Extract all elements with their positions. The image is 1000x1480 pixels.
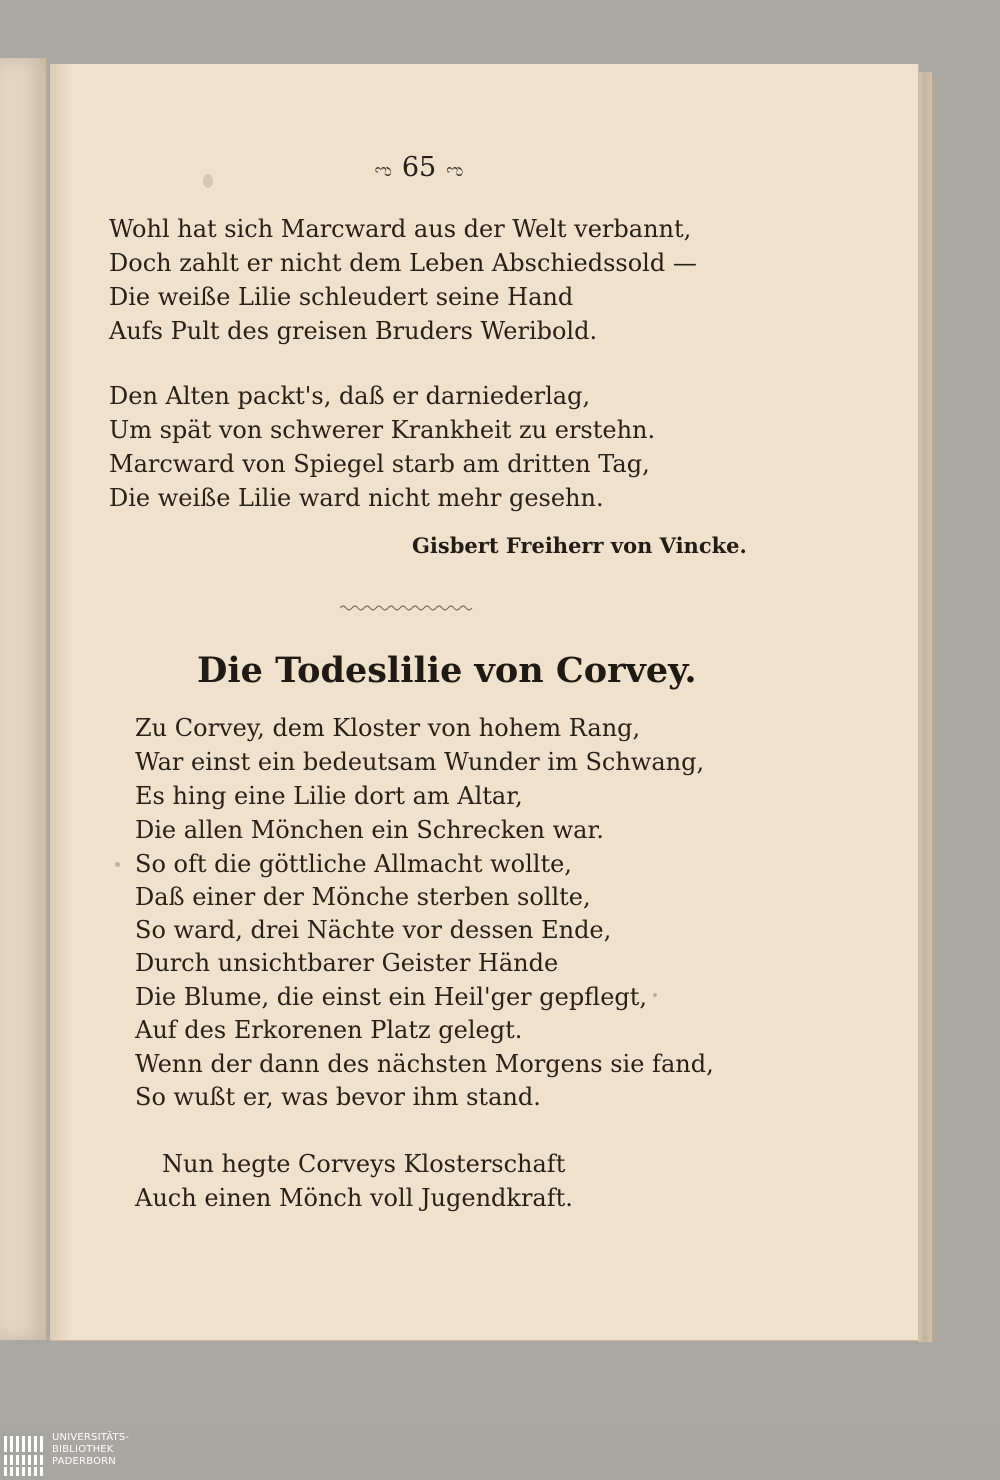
library-logo-icon <box>4 1436 50 1476</box>
poem2-title: Die Todeslilie von Corvey. <box>197 650 697 691</box>
logo-line: BIBLIOTHEK <box>52 1444 114 1455</box>
poem-line: So oft die göttliche Allmacht wollte, <box>135 850 572 878</box>
right-ornament-icon: ಌ <box>446 160 464 181</box>
poem-line: Nun hegte Corveys Klosterschaft <box>162 1150 566 1178</box>
poem-line: War einst ein bedeutsam Wunder im Schwang, <box>135 748 705 776</box>
poem-line: Marcward von Spiegel starb am dritten Tag, <box>109 450 650 478</box>
logo-line: UNIVERSITÄTS- <box>52 1432 130 1443</box>
paper-spot <box>203 174 213 188</box>
poem-line: Zu Corvey, dem Kloster von hohem Rang, <box>135 714 641 742</box>
paper-spot <box>115 862 120 867</box>
left-ornament-icon: ಌ <box>374 160 392 181</box>
poem-line: Doch zahlt er nicht dem Leben Abschiedssold — <box>109 249 697 277</box>
poem-line: So wußt er, was bevor ihm stand. <box>135 1083 541 1111</box>
page-number-header <box>354 152 484 183</box>
logo-line: PADERBORN <box>52 1456 116 1467</box>
library-footer <box>0 1430 1000 1480</box>
poem-line: Durch unsichtbarer Geister Hände <box>135 949 559 977</box>
poem-line: Die Blume, die einst ein Heil'ger gepflegt, <box>135 983 648 1011</box>
poem-line: Aufs Pult des greisen Bruders Weribold. <box>109 317 598 345</box>
section-divider <box>340 602 474 612</box>
poem-line: Wenn der dann des nächsten Morgens sie fand, <box>135 1050 714 1078</box>
poem-line: Es hing eine Lilie dort am Altar, <box>135 782 523 810</box>
page-number: 65 <box>401 152 437 183</box>
page-block-shadow <box>932 78 936 1342</box>
poem-line: Daß einer der Mönche sterben sollte, <box>135 883 591 911</box>
poem1-author: Gisbert Freiherr von Vincke. <box>412 533 747 558</box>
poem-line: Die weiße Lilie ward nicht mehr gesehn. <box>109 484 604 512</box>
poem-line: Den Alten packt's, daß er darniederlag, <box>109 382 591 410</box>
poem-line: Wohl hat sich Marcward aus der Welt verbannt, <box>109 215 692 243</box>
poem-line: Auf des Erkorenen Platz gelegt. <box>135 1016 523 1044</box>
previous-page-edge <box>0 58 48 1340</box>
paper-spot <box>653 993 657 997</box>
poem-line: Um spät von schwerer Krankheit zu erstehn. <box>109 416 656 444</box>
poem-line: Die allen Mönchen ein Schrecken war. <box>135 816 604 844</box>
library-logo-text <box>52 1432 129 1468</box>
page-block-edge <box>918 72 932 1342</box>
poem-line: Die weiße Lilie schleudert seine Hand <box>109 283 574 311</box>
poem-line: So ward, drei Nächte vor dessen Ende, <box>135 916 612 944</box>
poem-line: Auch einen Mönch voll Jugendkraft. <box>135 1184 573 1212</box>
